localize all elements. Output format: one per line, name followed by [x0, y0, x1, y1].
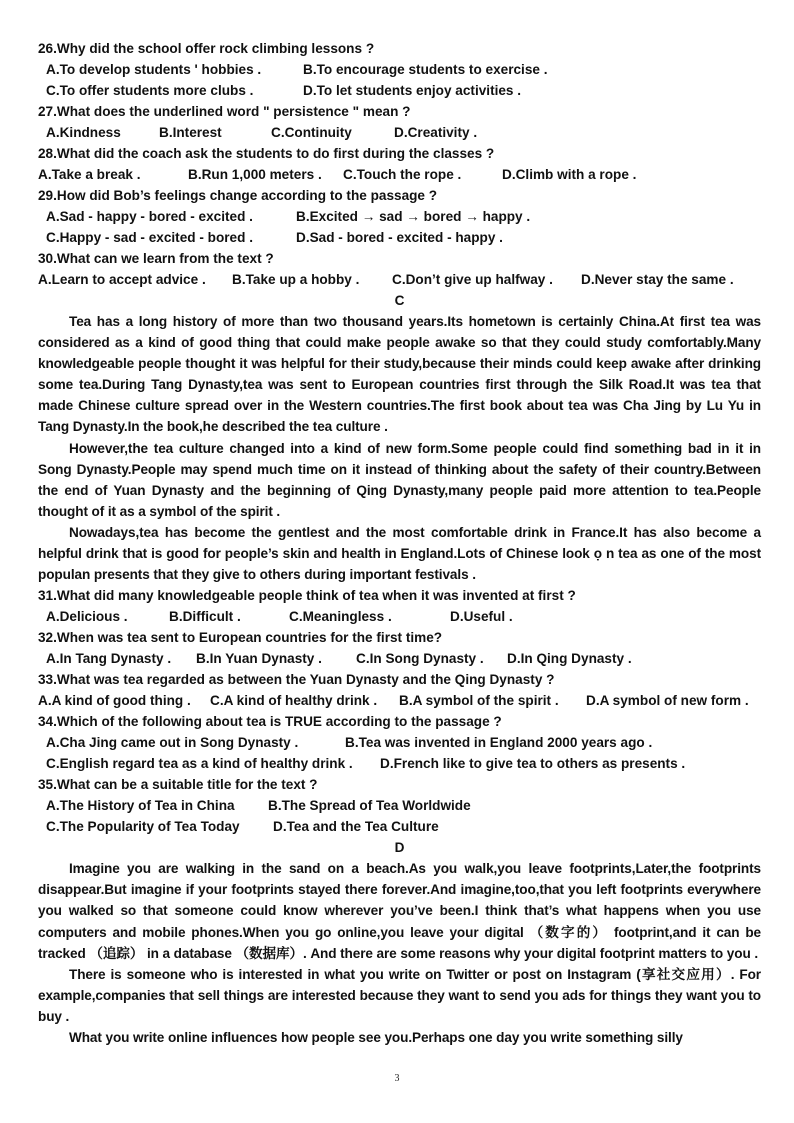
question-text: 27.What does the underlined word " persistence " mean ? [38, 104, 411, 119]
option-c: C.A kind of healthy drink . [210, 693, 378, 709]
option-c: C.Happy - sad - excited - bored . [46, 230, 253, 245]
question-text: 29.How did Bob’s feelings change according to the passage ? [38, 188, 438, 203]
question-31 [38, 585, 761, 627]
option-a: A.Learn to accept advice . [38, 272, 206, 287]
option-c: C.The Popularity of Tea Today [46, 819, 240, 835]
answer-options [38, 606, 761, 627]
question-text: 34.Which of the following about tea is TRUE according to the passage ? [38, 714, 502, 730]
question-27 [38, 101, 761, 143]
option-b: B.Interest [159, 125, 222, 140]
answer-options [38, 648, 761, 669]
option-b: B.Tea was invented in England 2000 years ago . [345, 735, 653, 751]
option-b: B.The Spread of Tea Worldwide [268, 798, 471, 814]
option-b: B.In Yuan Dynasty . [196, 651, 322, 667]
option-c: C.English regard tea as a kind of healthy drink . [46, 756, 353, 772]
answer-options [38, 206, 761, 227]
option-d: D.Never stay the same . [581, 272, 734, 287]
option-c: C.Meaningless . [289, 609, 392, 625]
option-d: D.A symbol of new form . [586, 693, 749, 709]
option-b: B.Excited → sad → bored → happy . [296, 209, 531, 224]
answer-options [38, 269, 761, 290]
option-a: A.The History of Tea in China [46, 798, 235, 814]
option-d: D.Sad - bored - excited - happy . [296, 230, 503, 245]
question-32 [38, 627, 761, 669]
answer-options [38, 816, 761, 837]
question-text: 32.When was tea sent to European countries for the first time? [38, 630, 443, 646]
question-text: 33.What was tea regarded as between the Yuan Dynasty and the Qing Dynasty ? [38, 672, 555, 688]
answer-options [38, 795, 761, 816]
question-text: 31.What did many knowledgeable people think of tea when it was invented at first ? [38, 588, 576, 604]
option-d: D.French like to give tea to others as presents . [380, 756, 686, 772]
option-c: C.In Song Dynasty . [356, 651, 484, 667]
section-heading-d: D [394, 840, 405, 856]
option-c: C.Touch the rope . [343, 167, 462, 182]
question-29 [38, 185, 761, 248]
option-a: A.Delicious . [46, 609, 128, 625]
answer-options [38, 122, 761, 143]
answer-options [38, 164, 761, 185]
passage-paragraph: Imagine you are walking in the sand on a beach.As you walk,you leave footprints,Later,the footprints disappear.But imagine if your footprints stayed there forever.And imagine,too,that you left footprints everywhere you walked so that someone could know wherever you’ve been.I think that’s what happens when you use computers and mobile phones.When you go online,you leave your digital （数字的） footprint,and it can be tracked （追踪） in a database （数据库）. And there are some reasons why your digital footprint matters to you . [38, 861, 761, 961]
passage-paragraph: There is someone who is interested in what you write on Twitter or post on Instagram (享社交应用）. For example,companies that sell things are interested because they want to send you ads for things they want you to buy . [38, 966, 761, 1024]
option-a: A.In Tang Dynasty . [46, 651, 172, 667]
passage-paragraph: Nowadays,tea has become the gentlest and the most comfortable drink in France.It has also become a helpful drink that is good for people’s skin and health in England.Lots of Chinese look ọ n tea as one of the most populan presents that they give to others during important festivals . [38, 524, 761, 583]
question-35 [38, 774, 761, 837]
option-c: C.Continuity [271, 125, 352, 140]
option-d: D.Tea and the Tea Culture [273, 819, 439, 835]
option-d: D.Creativity . [394, 125, 478, 140]
option-b: B.Difficult . [169, 609, 241, 625]
question-text: 35.What can be a suitable title for the text ? [38, 777, 318, 793]
passage-paragraph: Tea has a long history of more than two thousand years.Its hometown is certainly China.At first tea was considered as a kind of good thing that could make people awake so that they could study comfortably.Many knowledgeable people thought it was helpful for their study,because their minds could keep awake after drinking some tea.During Tang Dynasty,tea was sent to European countries first through the Silk Road.It was tea that made Chinese culture spread over in the Western countries.The first book about tea was Cha Jing by Lu Yu in Tang Dynasty.In the book,he described the tea culture . [38, 314, 761, 435]
question-26 [38, 38, 761, 101]
option-b: B.Run 1,000 meters . [188, 167, 322, 182]
option-d: D.Useful . [450, 609, 513, 625]
answer-options [38, 732, 761, 753]
option-d: D.Climb with a rope . [502, 167, 637, 182]
option-c: C.To offer students more clubs . [46, 83, 254, 98]
question-text: 26.Why did the school offer rock climbing lessons ? [38, 41, 375, 56]
option-c: C.Don’t give up halfway . [392, 272, 553, 287]
answer-options [38, 753, 761, 774]
question-34 [38, 711, 761, 774]
passage-paragraph: What you write online influences how people see you.Perhaps one day you write something silly [69, 1029, 683, 1045]
option-b: B.Take up a hobby . [232, 272, 360, 287]
question-30 [38, 248, 761, 290]
option-a: A.Sad - happy - bored - excited . [46, 209, 253, 224]
option-a: A.Take a break . [38, 167, 141, 182]
question-33 [38, 669, 761, 711]
passage-paragraph: However,the tea culture changed into a kind of new form.Some people could find something bad in it in Song Dynasty.People may spend much time on it instead of thinking about the safety of their country.Between the end of Yuan Dynasty and the beginning of Qing Dynasty,many people paid more attention to tea.People thought of it as a symbol of the spirit . [38, 440, 761, 519]
answer-options [38, 227, 761, 248]
option-a: A.Kindness [46, 125, 121, 140]
question-text: 28.What did the coach ask the students to do first during the classes ? [38, 146, 495, 161]
question-28 [38, 143, 761, 185]
page-content [38, 38, 761, 1048]
option-d: D.To let students enjoy activities . [303, 83, 522, 98]
page-number: 3 [394, 1073, 400, 1084]
option-a: A.Cha Jing came out in Song Dynasty . [46, 735, 299, 751]
answer-options [38, 59, 761, 80]
option-d: D.In Qing Dynasty . [507, 651, 632, 667]
answer-options [38, 690, 761, 711]
option-b: B.A symbol of the spirit . [399, 693, 559, 709]
section-heading-c: C [394, 293, 405, 308]
answer-options [38, 80, 761, 101]
option-b: B.To encourage students to exercise . [303, 62, 548, 77]
option-a: A.To develop students ' hobbies . [46, 62, 262, 77]
option-a: A.A kind of good thing . [38, 693, 191, 709]
question-text: 30.What can we learn from the text ? [38, 251, 274, 266]
